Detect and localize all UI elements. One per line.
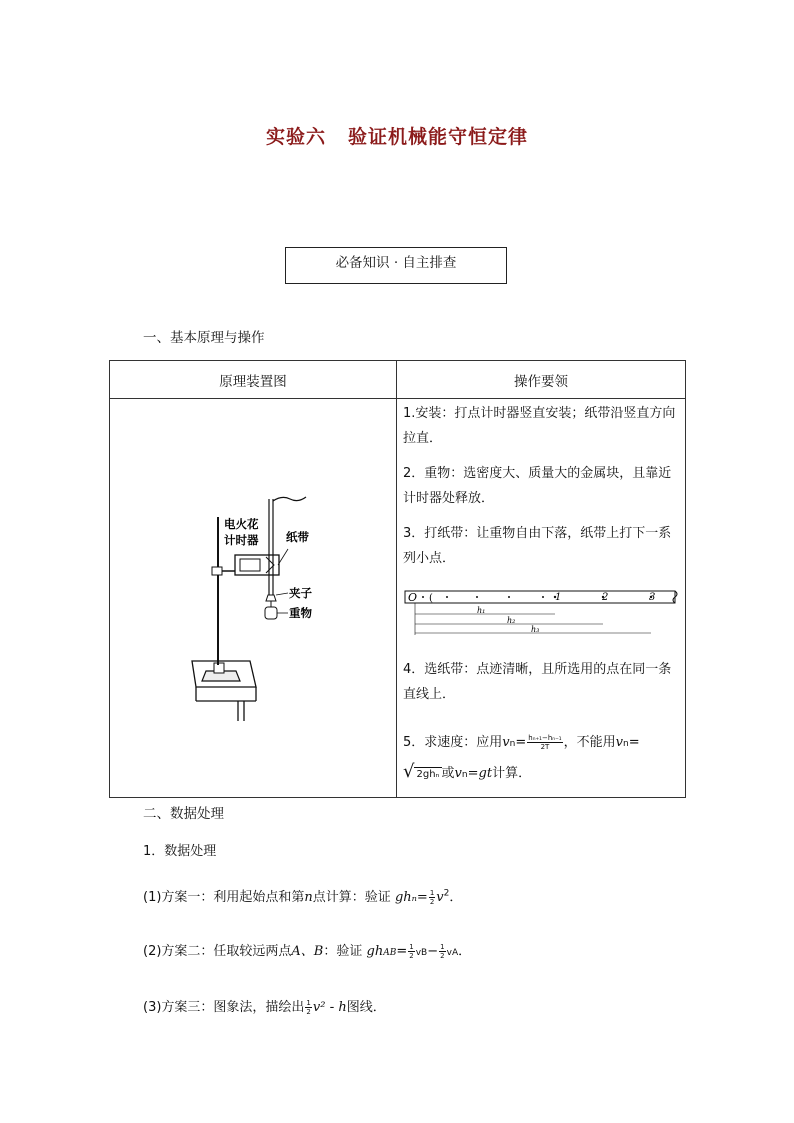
scheme-3: (3)方案三：图象法，描绘出 $\frac{1}{2}$ v² - h图线． — [143, 999, 386, 1016]
section2-heading: 二、数据处理 — [143, 806, 224, 822]
tape-dot — [422, 596, 424, 598]
operations-cell — [397, 399, 686, 798]
header-apparatus: 原理装置图 — [110, 361, 397, 399]
sqrt-sign: √ — [403, 761, 415, 782]
data-processing-heading: 1．数据处理 — [143, 844, 217, 859]
table-content-row — [110, 399, 686, 798]
svg-text:(: ( — [429, 593, 433, 604]
tape-label-o: O — [408, 591, 418, 604]
clip-leader — [276, 593, 288, 595]
section1-heading: 一、基本原理与操作 — [143, 330, 265, 346]
tape-strip — [405, 591, 675, 603]
step-3: 3．打纸带：让重物自由下落，纸带上打下一系列小点． — [403, 526, 672, 566]
scheme-2: (2)方案二：任取较远两点A、B：验证 ghAB= $\frac{1}{2}$ vB− $\frac{1}{2}$ vA． — [143, 943, 472, 960]
h1-label: h₁ — [477, 606, 486, 615]
scheme-1: (1)方案一：利用起始点和第n点计算：验证 ghₙ= $\frac{1}{2}$ $v^2$． — [143, 888, 463, 906]
apparatus-figure-cell — [110, 399, 397, 798]
tape-label-1: 1 — [555, 592, 562, 603]
section-box: 必备知识 · 自主排查 — [285, 247, 507, 284]
vn-fraction: $\frac{\text{hₙ₊₁−hₙ₋₁}}{2T}$ — [528, 734, 562, 751]
weight-block — [265, 607, 277, 619]
label-timer-line2: 计时器 — [224, 533, 259, 547]
stand-clamp — [212, 567, 222, 575]
label-weight: 重物 — [289, 606, 312, 620]
tape-diagram — [403, 585, 681, 641]
step-2: 2．重物：选密度大、质量大的金属块，且靠近计时器处释放． — [403, 466, 672, 506]
label-timer-line1: 电火花 — [224, 517, 259, 531]
hand-pull — [273, 497, 306, 501]
half-fraction: $\frac{1}{2}$ — [429, 889, 435, 906]
principle-table — [109, 360, 686, 798]
header-operations: 操作要领 — [397, 361, 686, 399]
step-5: 5．求速度：应用vn= $\frac{\text{hₙ₊₁−hₙ₋₁}}{2T}$ ，不能用vn= √ 2ghₙ 或vn=gt计算． — [403, 734, 640, 782]
title-part1: 实验六 — [265, 126, 326, 148]
step-4: 4．选纸带：点迹清晰，且所选用的点在同一条直线上． — [403, 662, 672, 702]
tape-label-3: 3 — [649, 592, 656, 603]
label-clamp: 夹子 — [289, 586, 312, 600]
title-part2: 验证机械能守恒定律 — [348, 126, 529, 148]
apparatus-diagram — [110, 399, 397, 797]
h2-label: h₂ — [507, 616, 516, 625]
table-header-row — [110, 361, 686, 399]
label-tape: 纸带 — [286, 530, 309, 544]
h3-label: h₃ — [531, 625, 540, 634]
clip — [266, 595, 276, 601]
tape-label-2: 2 — [602, 592, 609, 603]
step-1: 1.安装：打点计时器竖直安装；纸带沿竖直方向拉直． — [403, 406, 676, 446]
page-title — [0, 122, 794, 149]
